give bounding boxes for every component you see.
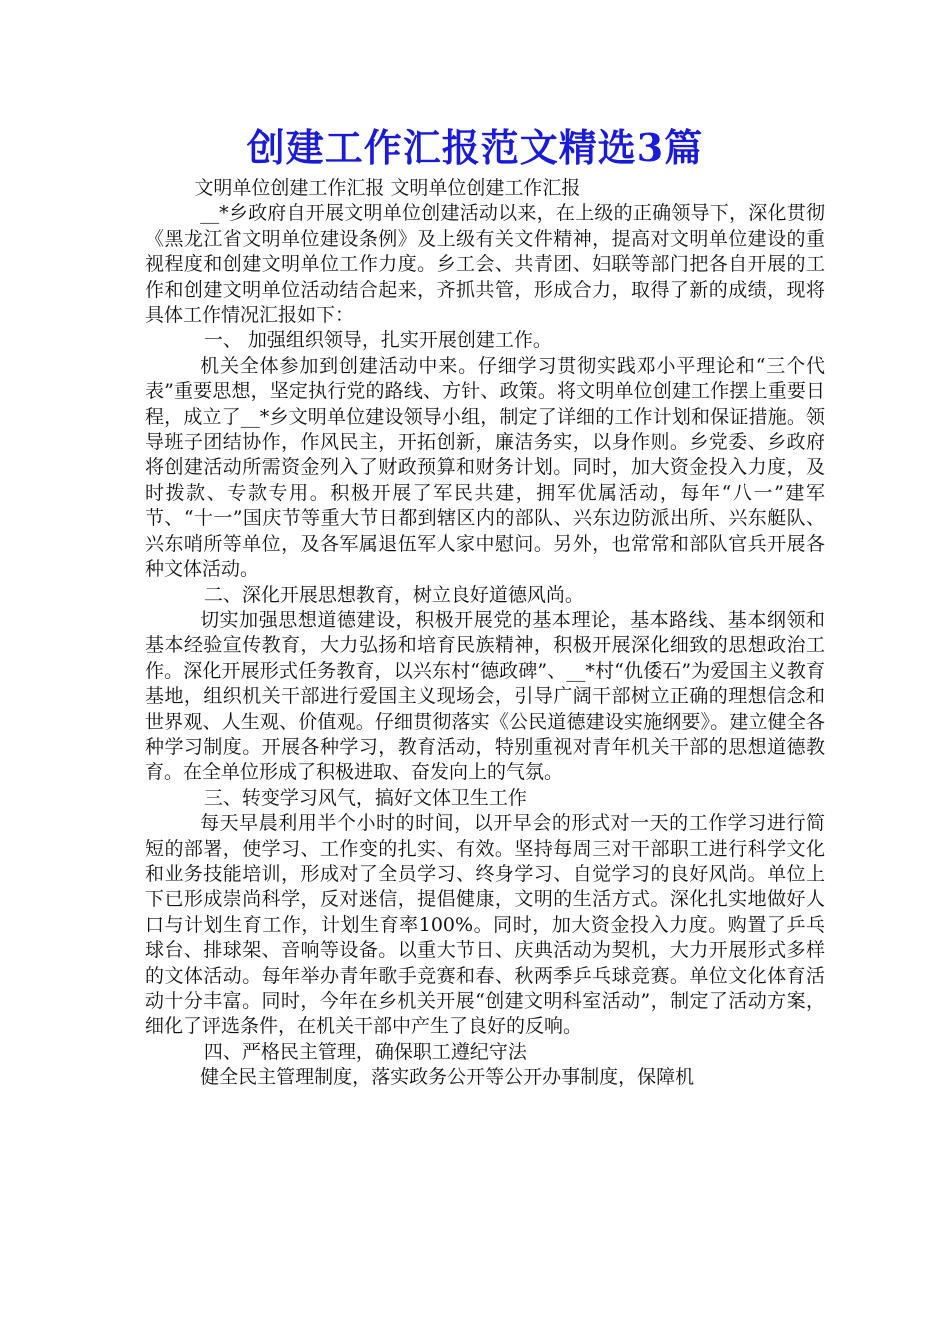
section-heading-2: 二、深化开展思想教育，树立良好道德风尚。 — [203, 583, 584, 606]
section-paragraph-3: 每天早晨利用半个小时的时间，以开早会的形式对一天的工作学习进行简短的部署，使学习、工作变的扎实、有效。坚持每周三对干部职工进行科学文化和业务技能培训，形成对了全员学习、终身学习、自觉学习的良好风尚。单位上下已形成崇尚科学，反对迷信，提倡健康，文明的生活方式。深化扎实地做好人口与计划生育工作，计划生育率100%。同时，加大资金投入力度。购置了乒乓球台、排球架、音响等设备。以重大节日、庆典活动为契机，大力开展形式多样的文体活动。每年举办青年歌手竞赛和春、秋两季乒乓球竞赛。单位文化体育活动十分丰富。同时，今年在乡机关开展“创建文明科室活动”，制定了活动方案，细化了评选条件，在机关干部中产生了良好的反响。 — [145, 812, 825, 1038]
section-paragraph-4: 健全民主管理制度，落实政务公开等公开办事制度，保障机 — [200, 1066, 695, 1089]
section-heading-3: 三、转变学习风气，搞好文体卫生工作 — [203, 786, 527, 809]
document-title: 创建工作汇报范文精选3篇 — [246, 125, 704, 170]
intro-paragraph: __*乡政府自开展文明单位创建活动以来，在上级的正确领导下，深化贯彻《黑龙江省文明单位建设条例》及上级有关文件精神，提高对文明单位建设的重视程度和创建文明单位工作力度。乡工会、共青团、妇联等部门把各自开展的工作和创建文明单位活动结合起来，齐抓共管，形成合力，取得了新的成绩，现将具体工作情况汇报如下： — [145, 202, 825, 327]
section-heading-4: 四、严格民主管理，确保职工遵纪守法 — [203, 1040, 527, 1063]
section-heading-1: 一、 加强组织领导，扎实开展创建工作。 — [203, 329, 552, 352]
section-paragraph-1: 机关全体参加到创建活动中来。仔细学习贯彻实践邓小平理论和“三个代表”重要思想，坚定执行党的路线、方针、政策。将文明单位创建工作摆上重要日程，成立了__*乡文明单位建设领导小组，制定了详细的工作计划和保证措施。领导班子团结协作，作风民主，开拓创新，廉洁务实，以身作则。乡党委、乡政府将创建活动所需资金列入了财政预算和财务计划。同时，加大资金投入力度，及时拨款、专款专用。积极开展了军民共建，拥军优属活动，每年“八一”建军节、“十一”国庆节等重大节日都到辖区内的部队、兴东边防派出所、兴东艇队、兴东哨所等单位，及各军属退伍军人家中慰问。另外，也常常和部队官兵开展各种文体活动。 — [145, 354, 825, 581]
document-subtitle: 文明单位创建工作汇报 文明单位创建工作汇报 — [194, 177, 581, 199]
section-paragraph-2: 切实加强思想道德建设，积极开展党的基本理论，基本路线、基本纲领和基本经验宣传教育，大力弘扬和培育民族精神，积极开展深化细致的思想政治工作。深化开展形式任务教育，以兴东村“德政碑”、__*村“仇倭石”为爱国主义教育基地，组织机关干部进行爱国主义现场会，引导广阔干部树立正确的理想信念和世界观、人生观、价值观。仔细贯彻落实《公民道德建设实施纲要》。建立健全各种学习制度。开展各种学习，教育活动，特别重视对青年机关干部的思想道德教育。在全单位形成了积极进取、奋发向上的气氛。 — [145, 608, 825, 784]
document-body — [145, 176, 825, 1091]
